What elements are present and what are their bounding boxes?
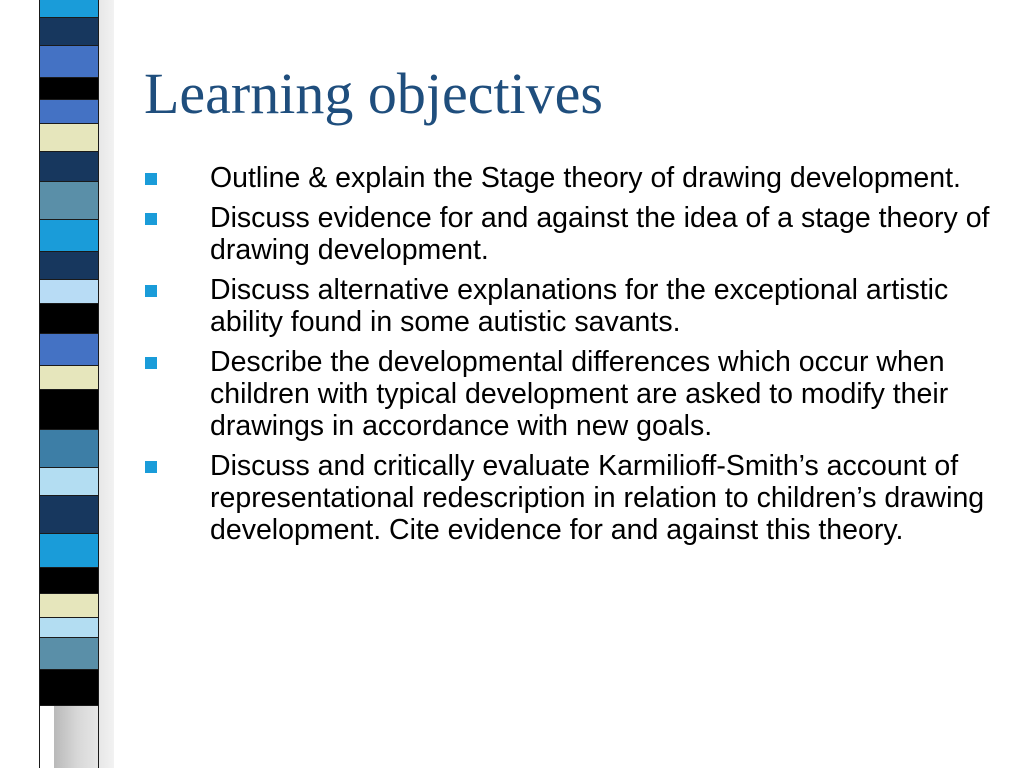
list-item-text: Discuss evidence for and against the idea of a stage theory of drawing development. [210, 202, 990, 266]
list-item-text: Outline & explain the Stage theory of drawing development. [210, 162, 961, 194]
stripe-block [40, 124, 98, 152]
stripe-block [40, 366, 98, 390]
stripe-block [40, 220, 98, 252]
list-item [142, 450, 1004, 546]
stripe-block [40, 280, 98, 304]
decorative-color-stripe [40, 0, 98, 768]
list-item [142, 274, 1004, 338]
stripe-block [40, 46, 98, 78]
list-item [142, 202, 1004, 266]
stripe-block [40, 152, 98, 182]
stripe-block [40, 100, 98, 124]
stripe-block [40, 182, 98, 220]
square-bullet-icon [145, 213, 157, 225]
stripe-block [40, 78, 98, 100]
stripe-block [40, 252, 98, 280]
list-item-text: Discuss alternative explanations for the exceptional artistic ability found in some autistic savants. [210, 274, 949, 338]
stripe-block [40, 390, 98, 430]
list-item-text: Describe the developmental differences which occur when children with typical development are asked to modify their drawings in accordance with new goals. [210, 346, 949, 442]
stripe-block [40, 594, 98, 618]
stripe-block [40, 430, 98, 468]
objectives-list [142, 162, 1004, 554]
stripe-block [40, 618, 98, 638]
stripe-block [40, 534, 98, 568]
stripe-block [40, 568, 98, 594]
list-item-text: Discuss and critically evaluate Karmilioff-Smith’s account of representational redescription in relation to children’s drawing development. Cite evidence for and against this theory. [210, 450, 985, 546]
list-item [142, 162, 1004, 194]
stripe-block [40, 304, 98, 334]
square-bullet-icon [145, 173, 157, 185]
stripe-block [40, 638, 98, 670]
square-bullet-icon [145, 461, 157, 473]
list-item [142, 346, 1004, 442]
stripe-block [40, 334, 98, 366]
square-bullet-icon [145, 357, 157, 369]
stripe-block [40, 670, 98, 706]
stripe-block [40, 18, 98, 46]
stripe-block [40, 0, 98, 18]
stripe-block [40, 468, 98, 496]
stripe-block [40, 496, 98, 534]
square-bullet-icon [145, 285, 157, 297]
slide-title: Learning objectives [144, 61, 603, 126]
